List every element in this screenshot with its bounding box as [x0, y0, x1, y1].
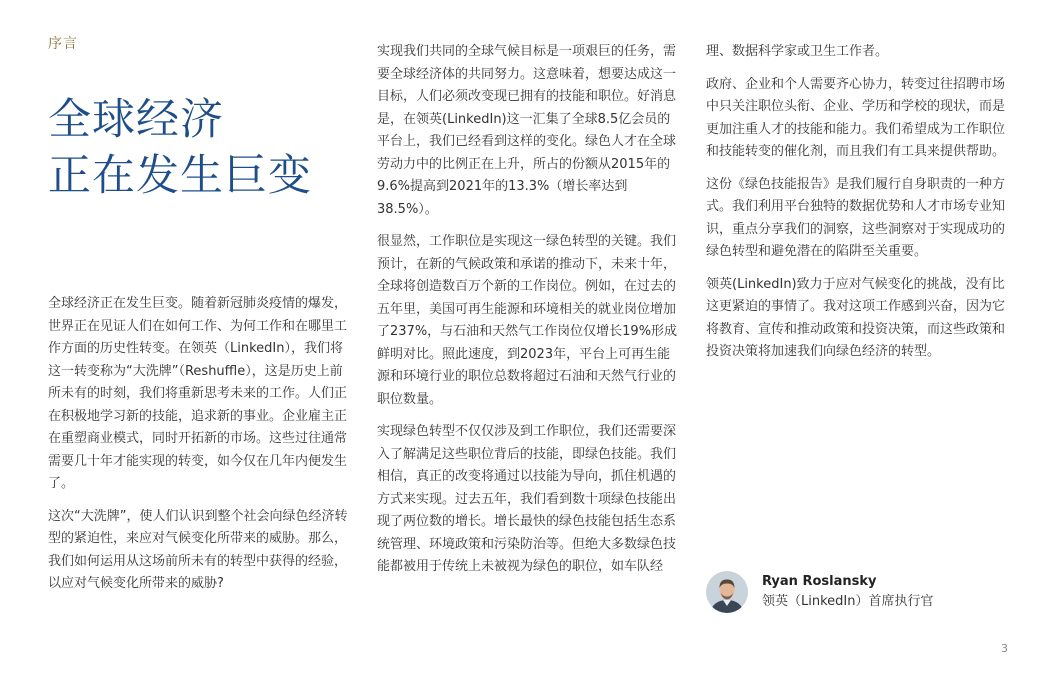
page-title [48, 92, 312, 204]
paragraph: 领英(LinkedIn)致力于应对气候变化的挑战，没有比这更紧迫的事情了。我对这项工作感到兴奋，因为它将教育、宣传和推动政策和投资决策，而这些政策和投资决策将加速我们向绿色经济的转型。 [706, 276, 1006, 359]
column-left [48, 293, 352, 606]
column-right [706, 41, 1010, 374]
page-number: 3 [1001, 642, 1008, 655]
person-photo-icon [706, 571, 748, 613]
author-name: Ryan Roslansky [762, 574, 877, 589]
author-signature [706, 571, 933, 613]
paragraph: 实现我们共同的全球气候目标是一项艰巨的任务，需要全球经济体的共同努力。这意味着，想要达成这一目标，人们必须改变现已拥有的技能和职位。好消息是，在领英(LinkedIn)这一汇集了全球8.5亿会员的平台上，我们已经看到这样的变化。绿色人才在全球劳动力中的比例正在上升，所占的份额从2015年的9.6%提高到2021年的13.3%（增长率达到38.5%）。 [377, 44, 677, 217]
paragraph: 理、数据科学家或卫生工作者。 [706, 44, 889, 59]
author-title: 领英（LinkedIn）首席执行官 [762, 594, 934, 609]
avatar [706, 571, 748, 613]
headline-line-2: 正在发生巨变 [48, 151, 312, 201]
headline-line-1: 全球经济 [48, 95, 224, 145]
paragraph: 这份《绿色技能报告》是我们履行自身职责的一种方式。我们利用平台独特的数据优势和人才市场专业知识，重点分享我们的洞察，这些洞察对于实现成功的绿色转型和避免潜在的陷阱至关重要。 [706, 176, 1006, 259]
paragraph: 政府、企业和个人需要齐心协力，转变过往招聘市场中只关注职位头衔、企业、学历和学校的现状，而是更加注重人才的技能和能力。我们希望成为工作职位和技能转变的催化剂，而且我们有工具来提供帮助。 [706, 76, 1006, 159]
paragraph: 这次“大洗牌”，使人们认识到整个社会向绿色经济转型的紧迫性，来应对气候变化所带来的威胁。那么，我们如何运用从这场前所未有的转型中获得的经验，以应对气候变化所带来的威胁? [48, 508, 348, 591]
paragraph: 实现绿色转型不仅仅涉及到工作职位，我们还需要深入了解满足这些职位背后的技能，即绿色技能。我们相信，真正的改变将通过以技能为导向，抓住机遇的方式来实现。过去五年，我们看到数十项绿色技能出现了两位数的增长。增长最快的绿色技能包括生态系统管理、环境政策和污染防治等。但绝大多数绿色技能都被用于传统上未被视为绿色的职位，如车队经 [377, 424, 677, 574]
paragraph: 很显然，工作职位是实现这一绿色转型的关键。我们预计，在新的气候政策和承诺的推动下，未来十年，全球将创造数百万个新的工作岗位。例如，在过去的五年里，美国可再生能源和环境相关的就业岗位增加了237%，与石油和天然气工作岗位仅增长19%形成鲜明对比。照此速度，到2023年，平台上可再生能源和环境行业的职位总数将超过石油和天然气行业的职位数量。 [377, 234, 678, 407]
column-middle [377, 41, 681, 589]
section-label: 序言 [48, 36, 78, 52]
paragraph: 全球经济正在发生巨变。随着新冠肺炎疫情的爆发，世界正在见证人们在如何工作、为何工作和在哪里工作方面的历史性转变。在领英（LinkedIn），我们将这一转变称为“大洗牌”（Reshuffle），这是历史上前所未有的时刻，我们将重新思考未来的工作。人们正在积极地学习新的技能，追求新的事业。企业雇主正在重塑商业模式，同时开拓新的市场。这些过往通常需要几十年才能实现的转变，如今仅在几年内便发生了。 [48, 296, 348, 491]
